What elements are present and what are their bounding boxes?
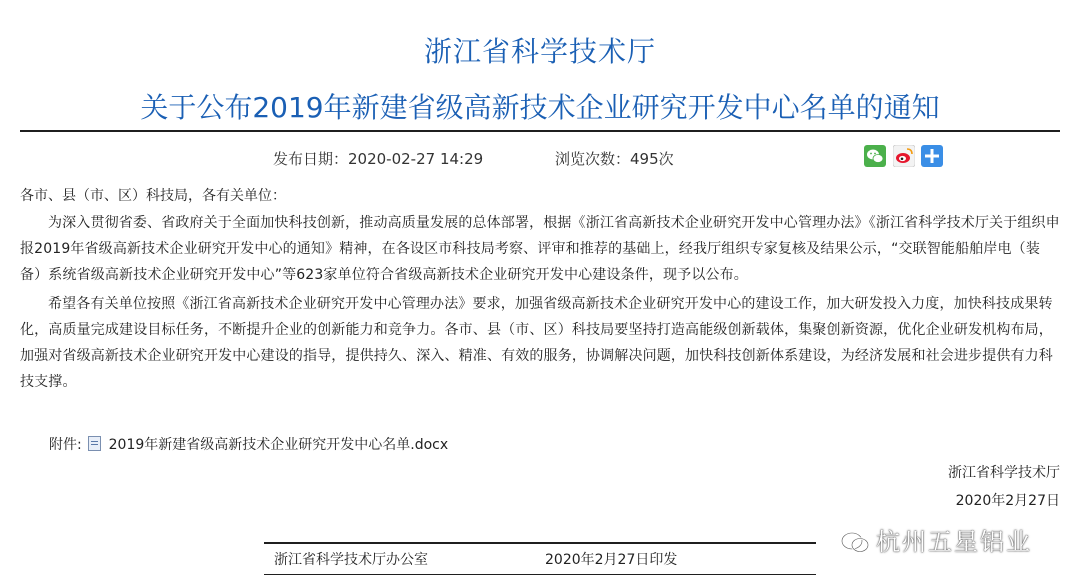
watermark-text: 杭州五星铝业 xyxy=(876,528,1032,556)
attachment-label: 附件: xyxy=(49,437,82,453)
share-weibo-button[interactable] xyxy=(893,145,915,167)
wechat-watermark-icon xyxy=(840,530,870,560)
footer-printed-date: 2020年2月27日印发 xyxy=(545,552,678,568)
document-icon xyxy=(88,436,101,451)
page-title: 关于公布2019年新建省级高新技术企业研究开发中心名单的通知 xyxy=(140,91,940,124)
attachment-link[interactable]: 2019年新建省级高新技术企业研究开发中心名单.docx xyxy=(108,437,449,453)
signature-date: 2020年2月27日 xyxy=(955,493,1060,509)
paragraph-2: 希望各有关单位按照《浙江省高新技术企业研究开发中心管理办法》要求，加强省级高新技术企业研究开发中心的建设工作，加大研发投入力度，加快科技成果转化，高质量完成建设目标任务，不断提升企业的创新能力和竞争力。各市、县（市、区）科技局要坚持打造高能级创新载体，集聚创新资源，优化企业研发机构布局，加强对省级高新技术企业研究开发中心建设的指导，提供持久、深入、精准、有效的服务，协调解决问题，加快科技创新体系建设，为经济发展和社会进步提供有力科技支撑。 xyxy=(20,296,1053,390)
share-wechat-button[interactable] xyxy=(864,145,886,167)
signature-org: 浙江省科学技术厅 xyxy=(948,465,1060,481)
plus-icon xyxy=(921,145,943,167)
share-more-button[interactable] xyxy=(921,145,943,167)
attachment-row xyxy=(49,434,448,456)
page-org-title: 浙江省科学技术厅 xyxy=(423,35,656,68)
paragraph-1: 为深入贯彻省委、省政府关于全面加快科技创新，推动高质量发展的总体部署，根据《浙江省高新技术企业研究开发中心管理办法》《浙江省科学技术厅关于组织申报2019年省级高新技术企业研究开发中心的通知》精神，在各设区市科技局考察、评审和推荐的基础上，经我厅组织专家复核及结果公示，“交联智能船舶岸电（装备）系统省级高新技术企业研究开发中心”等623家单位符合省级高新技术企业研究开发中心建设条件，现予以公布。 xyxy=(20,215,1060,283)
watermark xyxy=(840,522,1032,560)
salutation: 各市、县（市、区）科技局，各有关单位： xyxy=(20,188,286,204)
footer-office: 浙江省科学技术厅办公室 xyxy=(274,552,428,568)
footer-top-rule xyxy=(264,542,816,544)
weibo-icon xyxy=(893,145,915,167)
view-count: 浏览次数：495次 xyxy=(555,150,674,168)
publish-date: 发布日期：2020-02-27 14:29 xyxy=(273,150,484,168)
title-divider xyxy=(20,130,1060,132)
wechat-icon xyxy=(864,145,886,167)
footer-bottom-rule xyxy=(264,574,816,575)
